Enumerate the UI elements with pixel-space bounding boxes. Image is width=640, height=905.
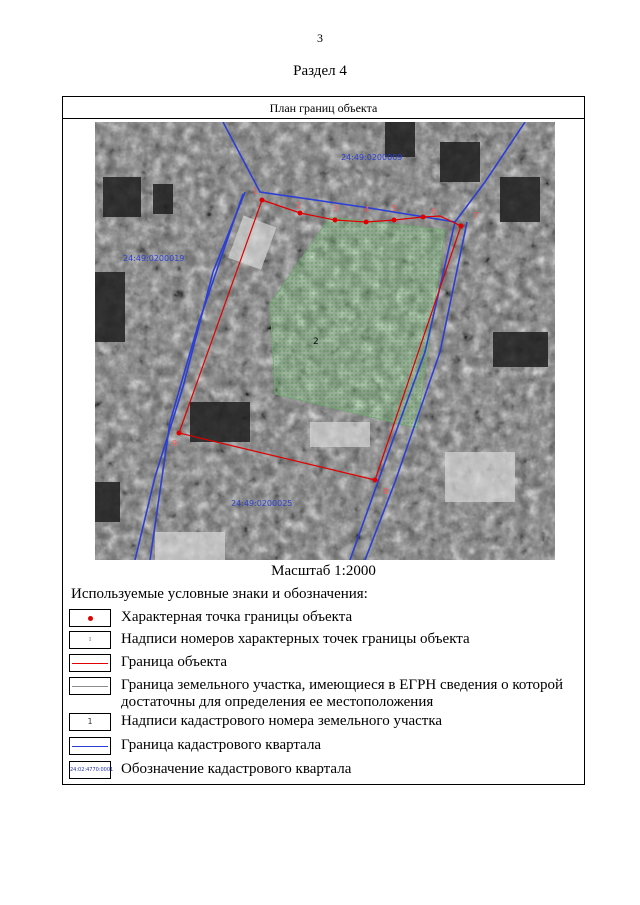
legend-text: Надписи номеров характерных точек границы объекта bbox=[121, 631, 470, 647]
section-title: Раздел 4 bbox=[293, 63, 347, 79]
point-label: 6 bbox=[431, 207, 437, 216]
quarter-label: 24:49:0200019 bbox=[123, 254, 185, 263]
legend-item-point bbox=[69, 609, 571, 627]
parcel-label: 2 bbox=[313, 337, 319, 347]
legend-text: Граница объекта bbox=[121, 654, 228, 670]
legend-symbol-point-number bbox=[69, 631, 111, 649]
legend-symbol-gray-line bbox=[69, 677, 111, 695]
red-point-icon bbox=[88, 616, 93, 621]
plan-frame bbox=[62, 96, 585, 785]
point-label: 5 bbox=[392, 204, 398, 213]
legend-item-point-number bbox=[69, 631, 571, 649]
point-label: 1 bbox=[253, 187, 259, 196]
legend-text: Надписи кадастрового номера земельного участка bbox=[121, 713, 443, 729]
page-number: 3 bbox=[317, 31, 323, 45]
quarter-label-sample: 24:02:4770:0001 bbox=[70, 767, 114, 773]
scale-text: Масштаб 1:2000 bbox=[271, 563, 376, 579]
legend-symbol-quarter-label bbox=[69, 761, 114, 779]
legend-text: Граница кадастрового квартала bbox=[121, 737, 322, 753]
gray-line-icon bbox=[72, 686, 108, 687]
legend-symbol-point bbox=[69, 609, 111, 627]
legend-item-object-boundary bbox=[69, 654, 571, 672]
quarter-label: 24:49:0200025 bbox=[231, 499, 293, 508]
point-label: 9 bbox=[172, 439, 178, 448]
legend-item-quarter-boundary bbox=[69, 737, 571, 755]
point-number-sample: 1 bbox=[88, 637, 92, 643]
legend-symbol-red-line bbox=[69, 654, 111, 672]
quarter-label: 24:49:0200009 bbox=[341, 153, 403, 162]
point-label: 3 bbox=[333, 204, 339, 213]
parcel-number-sample: 1 bbox=[87, 717, 93, 726]
point-label: 7 bbox=[473, 211, 479, 220]
legend-title: Используемые условные знаки и обозначения: bbox=[71, 586, 368, 602]
point-label: 8 bbox=[383, 487, 389, 496]
legend-text: Характерная точка границы объекта bbox=[121, 609, 353, 625]
legend-item-parcel-boundary bbox=[69, 677, 571, 711]
legend-symbol-blue-line bbox=[69, 737, 111, 755]
map-svg bbox=[95, 122, 555, 560]
legend-item-quarter-label bbox=[69, 761, 571, 779]
plan-title: План границ объекта bbox=[63, 97, 584, 119]
legend-symbol-parcel-number bbox=[69, 713, 111, 731]
red-line-icon bbox=[72, 663, 108, 664]
legend-text: Обозначение кадастрового квартала bbox=[121, 761, 352, 777]
aerial-map bbox=[95, 122, 555, 560]
point-label: 4 bbox=[364, 205, 370, 214]
legend-text: Граница земельного участка, имеющиеся в ЕГРН сведения о которой достаточны для определения ее местоположения bbox=[121, 677, 564, 710]
blue-line-icon bbox=[72, 746, 108, 747]
point-label: 2 bbox=[296, 201, 302, 210]
legend-item-parcel-number bbox=[69, 713, 571, 731]
